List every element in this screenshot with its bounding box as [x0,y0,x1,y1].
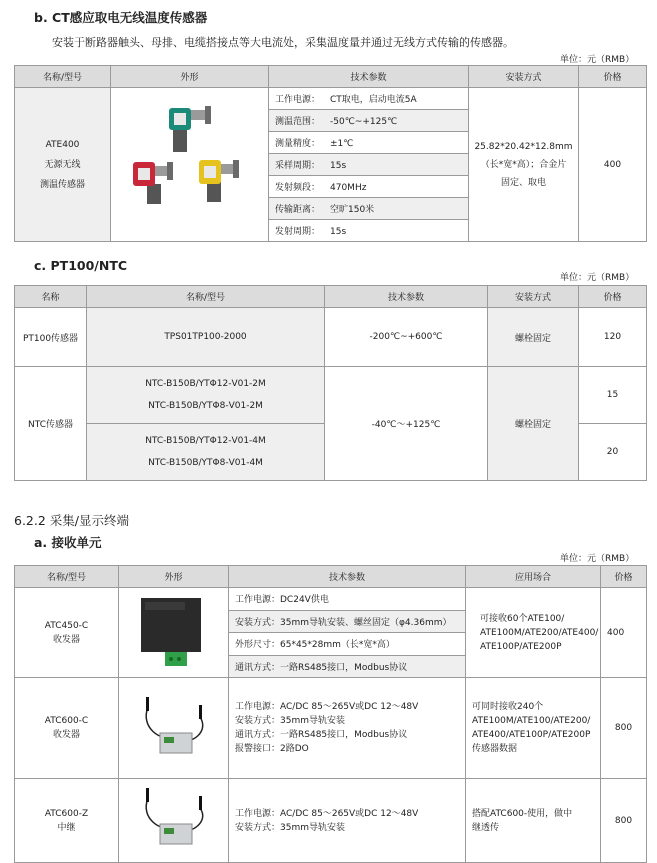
table-receivers [14,565,647,863]
section-c-title: c. PT100/NTC [34,258,128,273]
atc600c-name: ATC600-C 收发器 [15,678,119,779]
header-install: 安装方式 [488,286,579,308]
ntc-price-2m: 15 [579,367,647,424]
header-name: 名称/型号 [15,566,119,588]
atc450-param-row: 工作电源：DC24V供电 [229,588,466,611]
atc450-param-row: 安装方式：35mm导轨安装、螺丝固定（φ4.36mm） [229,610,466,633]
atc600c-price: 800 [601,678,647,779]
header-appearance: 外形 [119,566,229,588]
atc600z-device-image [120,782,228,856]
header-name: 名称 [15,286,87,308]
ntc-models-2m: NTC-B150B/YTΦ12-V01-2M NTC-B150B/YTΦ8-V01-2M [87,367,325,424]
atc600c-device-image [120,687,228,767]
atc450-device-image [119,588,227,674]
atc450-image-cell [119,588,229,678]
ntc-install: 螺栓固定 [488,367,579,481]
param-row: 传输距离： 空旷150米 [269,198,469,220]
atc450-price: 400 [601,588,647,678]
ntc-price-4m: 20 [579,424,647,481]
header-price: 价格 [579,66,647,88]
header-params: 技术参数 [269,66,469,88]
atc600c-image-cell [119,678,229,779]
param-row: 测温范围： -50℃~+125℃ [269,110,469,132]
header-appearance: 外形 [111,66,269,88]
table-pt100-ntc [14,285,647,481]
atc600z-image-cell [119,779,229,863]
pt100-install: 螺栓固定 [488,308,579,367]
section-622-subtitle: a. 接收单元 [34,535,102,550]
atc450-param-row: 通讯方式：一路RS485接口，Modbus协议 [229,655,466,678]
atc600z-application: 搭配ATC600-使用，做中 继透传 [466,779,601,863]
param-row: 测量精度： ±1℃ [269,132,469,154]
ntc-name: NTC传感器 [15,367,87,481]
atc600z-name: ATC600-Z 中继 [15,779,119,863]
section-b-title: b. CT感应取电无线温度传感器 [34,10,208,25]
atc450-application: 可接收60个ATE100/ ATE100M/ATE200/ATE400/ ATE100P/ATE200P [466,588,601,678]
header-params: 技术参数 [325,286,488,308]
pt100-param: -200℃~+600℃ [325,308,488,367]
section-b-intro: 安装于断路器触头、母排、电缆搭接点等大电流处，采集温度量并通过无线方式传输的传感器。 [52,36,514,49]
param-row: 采样周期： 15s [269,154,469,176]
param-row: 发射周期： 15s [269,220,469,242]
ntc-models-4m: NTC-B150B/YTΦ12-V01-4M NTC-B150B/YTΦ8-V01-4M [87,424,325,481]
pt100-model: TPS01TP100-2000 [87,308,325,367]
section-c-unit: 单位：元（RMB） [560,273,635,283]
table-ate400 [14,65,647,242]
header-price: 价格 [579,286,647,308]
product-name-cell: ATE400 无源无线 测温传感器 [15,88,111,242]
atc600z-price: 800 [601,779,647,863]
param-row: 工作电源： CT取电，启动电流5A [269,88,469,110]
atc600z-params: 工作电源：AC/DC 85～265V或DC 12～48V 安装方式：35mm导轨安装 [229,779,466,863]
price-cell: 400 [579,88,647,242]
header-install: 安装方式 [469,66,579,88]
header-params: 技术参数 [229,566,466,588]
atc450-param-row: 外形尺寸：65*45*28mm（长*宽*高） [229,633,466,656]
pt100-name: PT100传感器 [15,308,87,367]
install-cell: 25.82*20.42*12.8mm （长*宽*高）；合金片 固定、取电 [469,88,579,242]
atc600c-params: 工作电源：AC/DC 85～265V或DC 12～48V 安装方式：35mm导轨安装 通讯方式：一路RS485接口，Modbus协议 报警接口：2路DO [229,678,466,779]
ntc-param: -40℃～+125℃ [325,367,488,481]
atc450-name: ATC450-C 收发器 [15,588,119,678]
header-name: 名称/型号 [15,66,111,88]
header-model: 名称/型号 [87,286,325,308]
pt100-price: 120 [579,308,647,367]
section-622-title: 6.2.2 采集/显示终端 [14,513,129,528]
header-price: 价格 [601,566,647,588]
section-b-unit: 单位：元（RMB） [560,55,635,65]
atc600c-application: 可同时接收240个 ATE100M/ATE100/ATE200/ ATE400/ATE100P/ATE200P 传感器数据 [466,678,601,779]
section-622-unit: 单位：元（RMB） [560,554,635,564]
header-application: 应用场合 [466,566,601,588]
ate400-image-cell [111,88,269,242]
ate400-sensor-image [111,88,267,238]
param-row: 发射频段： 470MHz [269,176,469,198]
